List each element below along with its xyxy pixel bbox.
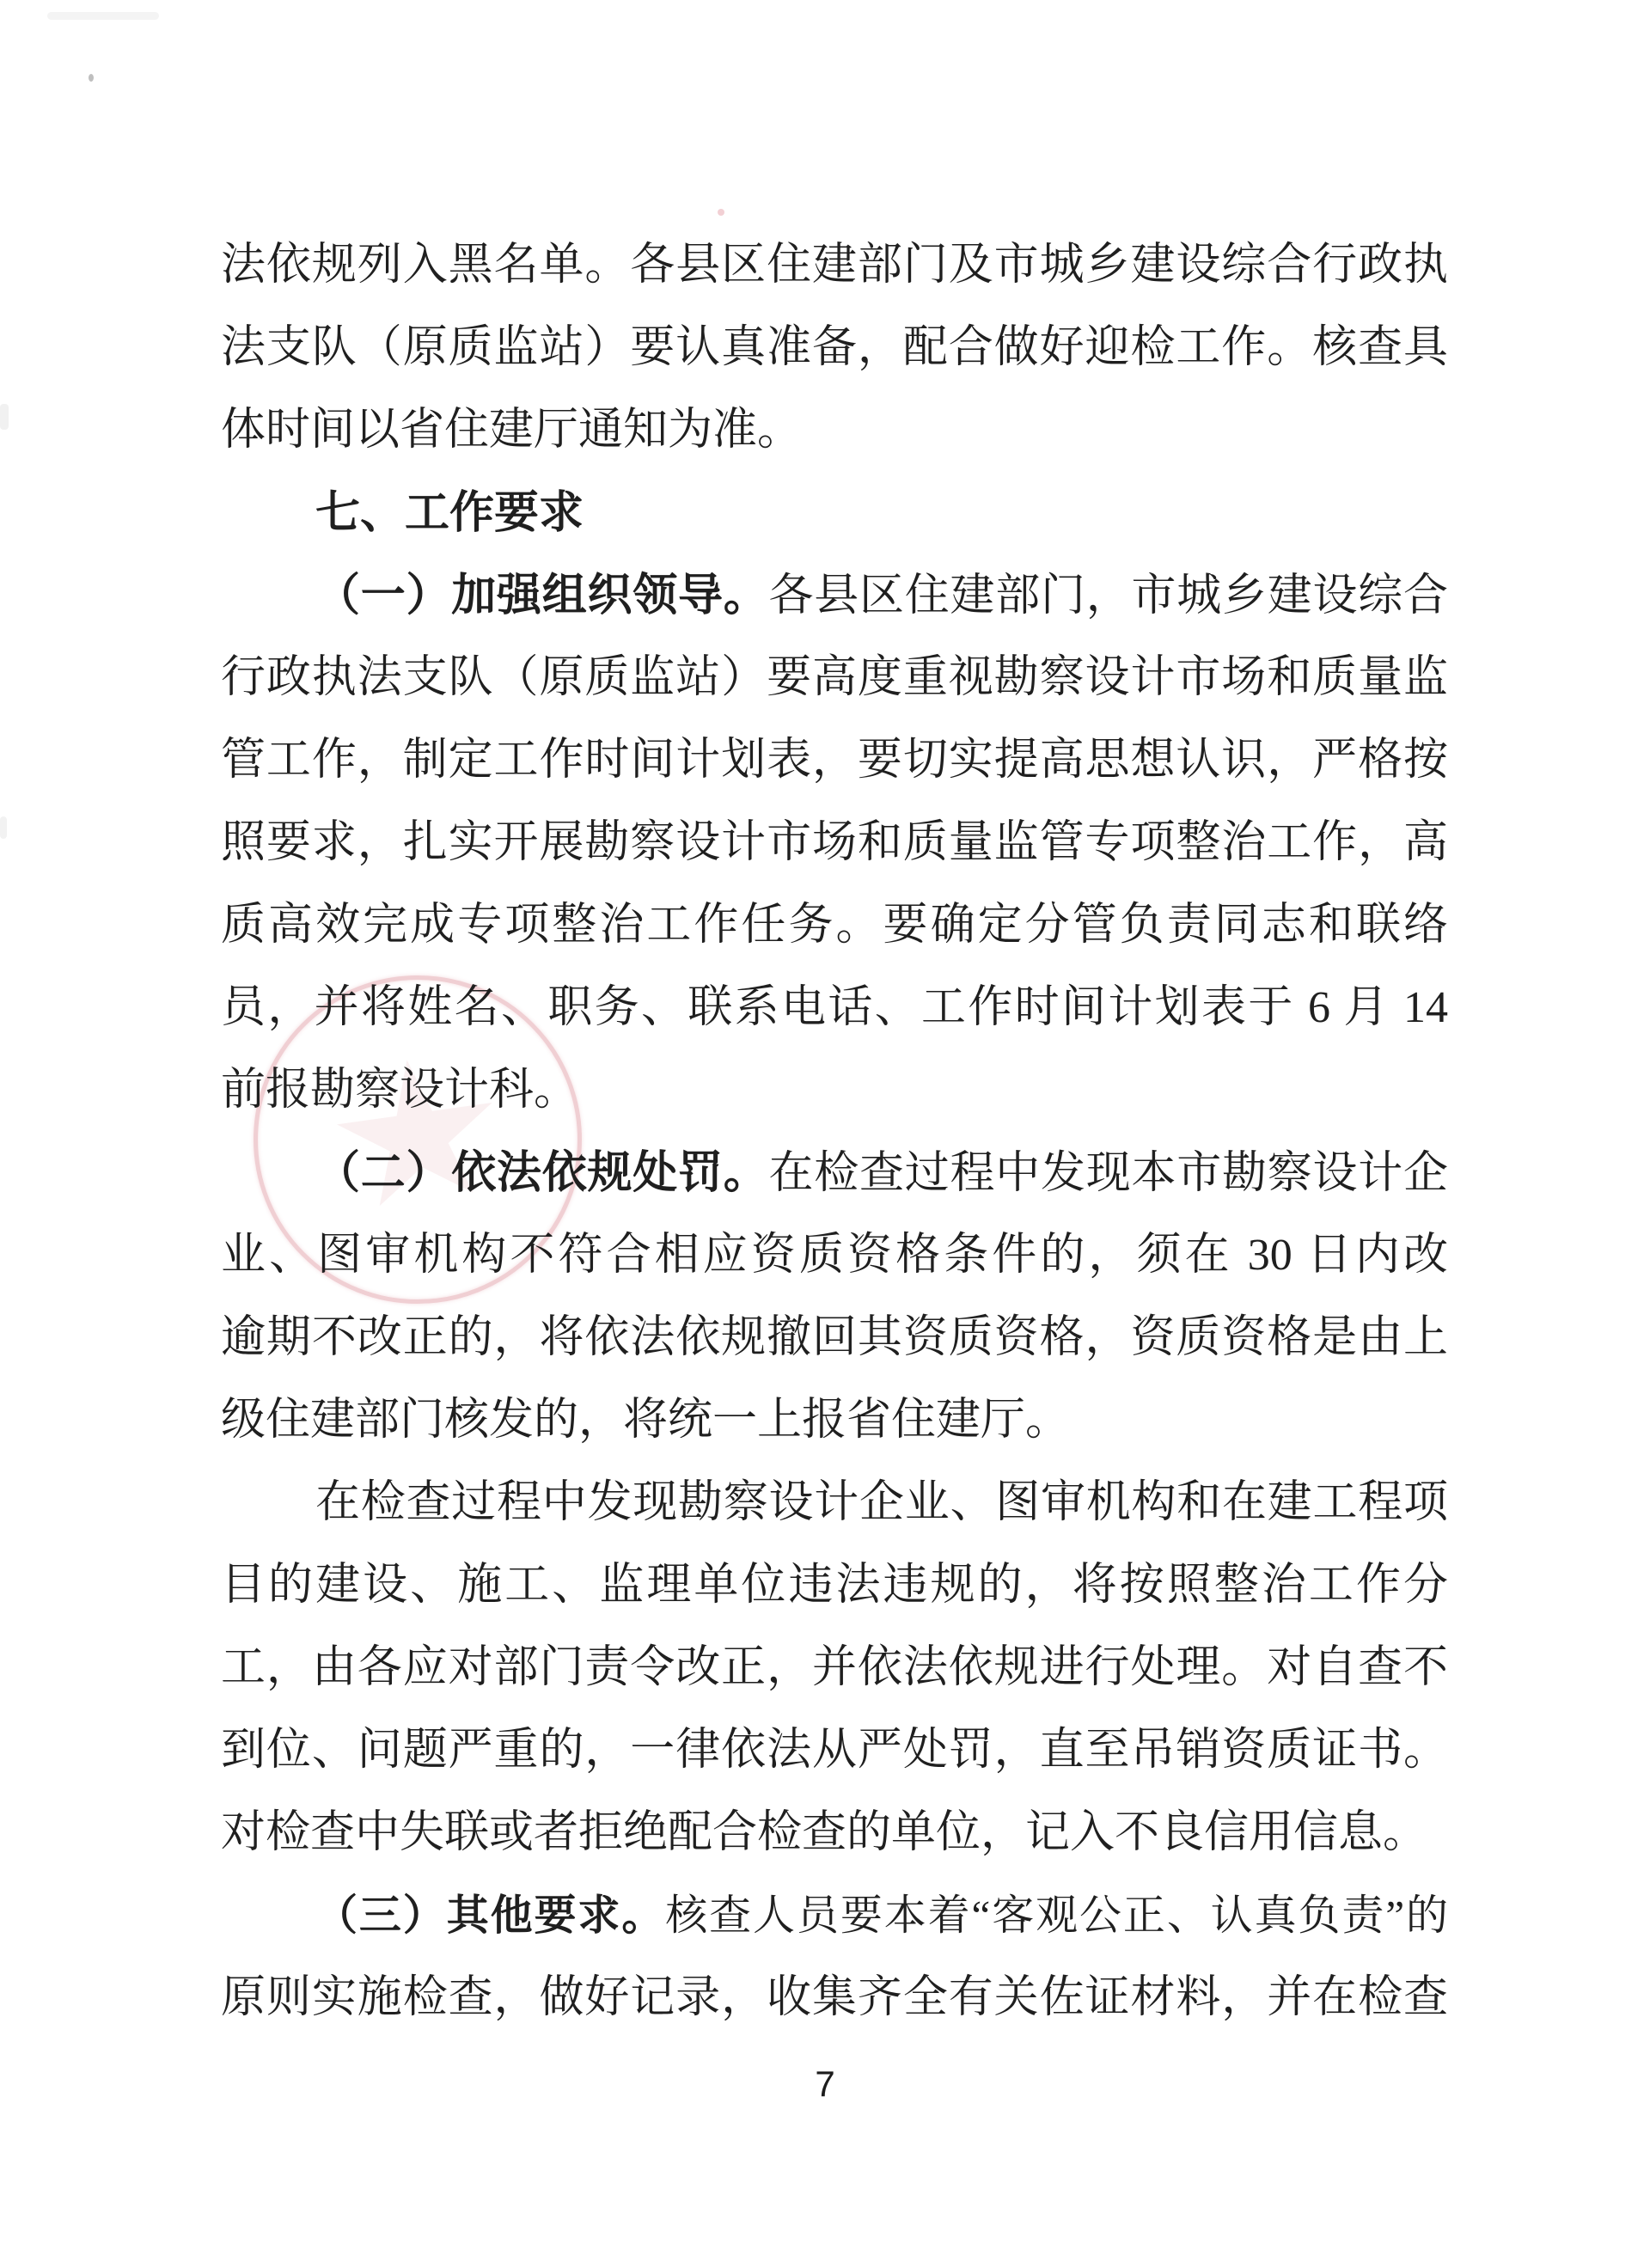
line-14-text: 逾期不改正的，将依法依规撤回其资质资格，资质资格是由上: [221, 1313, 1448, 1362]
line-21-bold-prefix: （三）其他要求。: [315, 1892, 666, 1939]
text-line-19: [221, 1709, 1448, 1792]
line-22-text: 原则实施检查，做好记录，收集齐全有关佐证材料，并在检查: [221, 1973, 1448, 2022]
document-body: [221, 224, 1448, 2039]
line-5-text: 各县区住建部门，市城乡建设综合: [768, 572, 1448, 620]
line-10-text: 员，并将姓名、职务、联系电话、工作时间计划表于 6 月 14: [221, 983, 1448, 1032]
text-line-1: [221, 224, 1448, 307]
text-line-3: [221, 389, 1448, 472]
text-line-7: [221, 719, 1448, 802]
text-line-9: [221, 884, 1448, 967]
line-9-text: 质高效完成专项整治工作任务。要确定分管负责同志和联络: [221, 901, 1448, 950]
text-line-13: [221, 1214, 1448, 1297]
text-line-18: [221, 1627, 1448, 1709]
scan-speck: [89, 74, 94, 82]
text-line-5: [221, 554, 1448, 637]
section-heading: [221, 472, 1448, 554]
text-line-12: [221, 1132, 1448, 1214]
line-5-bold-prefix: （一）加强组织领导。: [315, 571, 769, 620]
line-7-text: 管工作，制定工作时间计划表，要切实提高思想认识，严格按: [221, 736, 1448, 785]
line-16-text: 在检查过程中发现勘察设计企业、图审机构和在建工程项: [315, 1478, 1448, 1527]
text-line-6: [221, 637, 1448, 719]
text-line-20: [221, 1792, 1448, 1874]
scan-edge-artifact: [0, 404, 9, 430]
line-12-bold-prefix: （二）依法依规处罚。: [315, 1148, 769, 1198]
line-19-text: 到位、问题严重的，一律依法从严处罚，直至吊销资质证书。: [221, 1726, 1448, 1775]
line-20-text: 对检查中失联或者拒绝配合检查的单位，记入不良信用信息。: [221, 1808, 1428, 1857]
line-3-text: 体时间以省住建厅通知为准。: [221, 406, 803, 455]
scan-speck-pink: [718, 209, 724, 216]
line-21-text: 核查人员要本着“客观公正、认真负责”的: [665, 1892, 1448, 1939]
text-line-8: [221, 802, 1448, 884]
text-line-16: [221, 1462, 1448, 1544]
line-2-text: 法支队（原质监站）要认真准备，配合做好迎检工作。核查具: [221, 323, 1448, 372]
line-18-text: 工，由各应对部门责令改正，并依法依规进行处理。对自查不: [221, 1643, 1448, 1692]
text-line-22: [221, 1957, 1448, 2039]
scan-smudge: [47, 12, 159, 20]
page-number: 7: [815, 2063, 835, 2104]
text-line-11: [221, 1049, 1448, 1132]
line-8-text: 照要求，扎实开展勘察设计市场和质量监管专项整治工作，高: [221, 818, 1448, 867]
line-11-text: 前报勘察设计科。: [221, 1066, 579, 1115]
text-line-15: [221, 1379, 1448, 1462]
text-line-14: [221, 1297, 1448, 1379]
scan-edge-artifact: [0, 816, 7, 839]
text-line-21: [221, 1874, 1448, 1957]
text-line-2: [221, 307, 1448, 389]
text-line-17: [221, 1544, 1448, 1627]
heading-text: 七、工作要求: [315, 488, 584, 538]
line-6-text: 行政执法支队（原质监站）要高度重视勘察设计市场和质量监: [221, 653, 1448, 702]
line-1-text: 法依规列入黑名单。各县区住建部门及市城乡建设综合行政执: [221, 241, 1448, 290]
text-line-10: [221, 967, 1448, 1049]
line-17-text: 目的建设、施工、监理单位违法违规的，将按照整治工作分: [221, 1561, 1448, 1610]
line-15-text: 级住建部门核发的，将统一上报省住建厅。: [221, 1396, 1071, 1445]
line-12-text: 在检查过程中发现本市勘察设计企: [768, 1149, 1448, 1198]
line-13-text: 业、图审机构不符合相应资质资格条件的，须在 30 日内改: [221, 1231, 1448, 1280]
